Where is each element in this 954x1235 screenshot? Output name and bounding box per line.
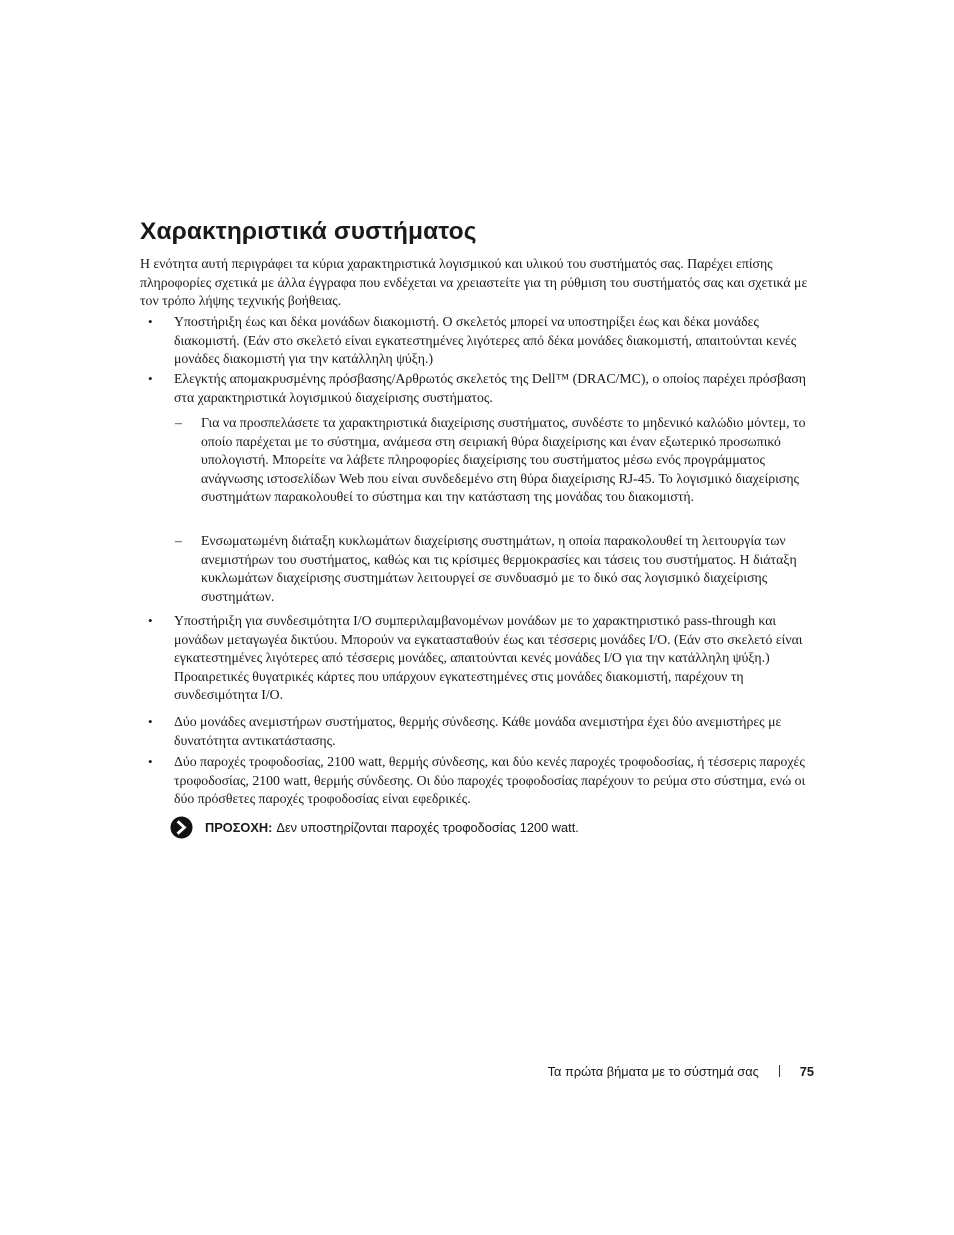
bullet-item: Δύο παροχές τροφοδοσίας, 2100 watt, θερμής σύνδεσης, και δύο κενές παροχές τροφοδοσίας, ή τέσσερις παροχές τροφοδοσίας, 2100 watt, θερμής σύνδεσης. Οι δύο παροχές τροφοδοσίας παρέχουν το ρεύμα στο σύστημα, ενώ οι δύο πρόσθετες παροχές τροφοδοσίας είναι εφεδρικές. xyxy=(174,754,806,807)
footer-section-title: Τα πρώτα βήματα με το σύστημά σας xyxy=(547,1063,759,1079)
bullet-item: Υποστήριξη για συνδεσιμότητα I/O συμπεριλαμβανομένων μονάδων με το χαρακτηριστικό pass-through και μονάδων μεταγωγέα δικτύου. Μπορούν να εγκατασταθούν έως και τέσσερις μονάδες I/O. (Εάν στο σκελετό είναι εγκατεστημένες λιγότερες από τέσσερις μονάδες, απαιτούνται κενές μονάδες I/O για την κατάλληλη ψύξη.) Προαιρετικές θυγατρικές κάρτες που υπάρχουν εγκατεστημένες στις μονάδες διακομιστή, παρέχουν τη συνδεσιμότητα I/O. xyxy=(174,613,803,703)
bullet-marker: • xyxy=(148,754,153,769)
page-title: Χαρακτηριστικά συστήματος xyxy=(140,218,477,245)
dash-marker: – xyxy=(175,533,182,548)
dash-marker: – xyxy=(175,415,182,430)
page-number: 75 xyxy=(799,1063,814,1079)
caution-label: ΠΡΟΣΟΧΗ: xyxy=(205,819,273,835)
bullet-item: Δύο μονάδες ανεμιστήρων συστήματος, θερμής σύνδεσης. Κάθε μονάδα ανεμιστήρα έχει δύο ανεμιστήρες με δυνατότητα αντικατάστασης. xyxy=(174,714,782,748)
intro-paragraph: Η ενότητα αυτή περιγράφει τα κύρια χαρακτηριστικά λογισμικού και υλικού του συστήματός σας. Παρέχει επίσης πληροφορίες σχετικά με άλλα έγγραφα που ενδέχεται να χρειαστείτε για τη ρύθμιση του συστήματός σας και σχετικά με τον τρόπο λήψης τεχνικής βοήθειας. xyxy=(140,256,808,309)
bullet-marker: • xyxy=(148,714,153,729)
sub-list-item: Ενσωματωμένη διάταξη κυκλωμάτων διαχείρισης συστημάτων, η οποία παρακολουθεί τη λειτουργία των ανεμιστήρων του συστήματος, καθώς και τις κρίσιμες θερμοκρασίες και τάσεις του συστήματος. Η διάταξη κυκλωμάτων διαχείρισης συστημάτων λειτουργεί σε συνδυασμό με το δικό σας λογισμικό διαχείρισης συστημάτων. xyxy=(201,533,797,604)
sub-list-item: Για να προσπελάσετε τα χαρακτηριστικά διαχείρισης συστήματος, συνδέστε το μηδενικό καλώδιο μόντεμ, το οποίο παρέχεται με το σύστημα, ανάμεσα στη σειριακή θύρα διαχείρισης και έναν εξωτερικό προσωπικό υπολογιστή. Μπορείτε να λάβετε πληροφορίες διαχείρισης του συστήματος μέσω ενός προγράμματος ανάγνωσης ιστοσελίδων Web που είναι συνδεδεμένο στη θύρα διαχείρισης RJ-45. Το λογισμικό διαχείρισης συστημάτων παρακολουθεί το σύστημα και την κατάσταση της μονάδας του διακομιστή. xyxy=(201,415,806,505)
bullet-marker: • xyxy=(148,371,153,386)
bullet-marker: • xyxy=(148,613,153,628)
bullet-item: Ελεγκτής απομακρυσμένης πρόσβασης/Αρθρωτός σκελετός της Dell™ (DRAC/MC), ο οποίος παρέχει πρόσβαση στα χαρακτηριστικά λογισμικού διαχείρισης συστήματος. xyxy=(174,371,806,405)
bullet-marker: • xyxy=(148,314,153,329)
footer-divider xyxy=(779,1065,780,1077)
page-footer xyxy=(548,1062,814,1080)
bullet-item: Υποστήριξη έως και δέκα μονάδων διακομιστή. Ο σκελετός μπορεί να υποστηρίξει έως και δέκα μονάδες διακομιστή. (Εάν στο σκελετό είναι εγκατεστημένες λιγότερες από δέκα μονάδες διακομιστή, απαιτούνται κενές μονάδες διακομιστή για την κατάλληλη ψύξη.) xyxy=(174,314,797,367)
caution-icon xyxy=(170,816,193,839)
caution-text: Δεν υποστηρίζονται παροχές τροφοδοσίας 1200 watt. xyxy=(276,819,579,835)
caution-note xyxy=(170,815,579,839)
